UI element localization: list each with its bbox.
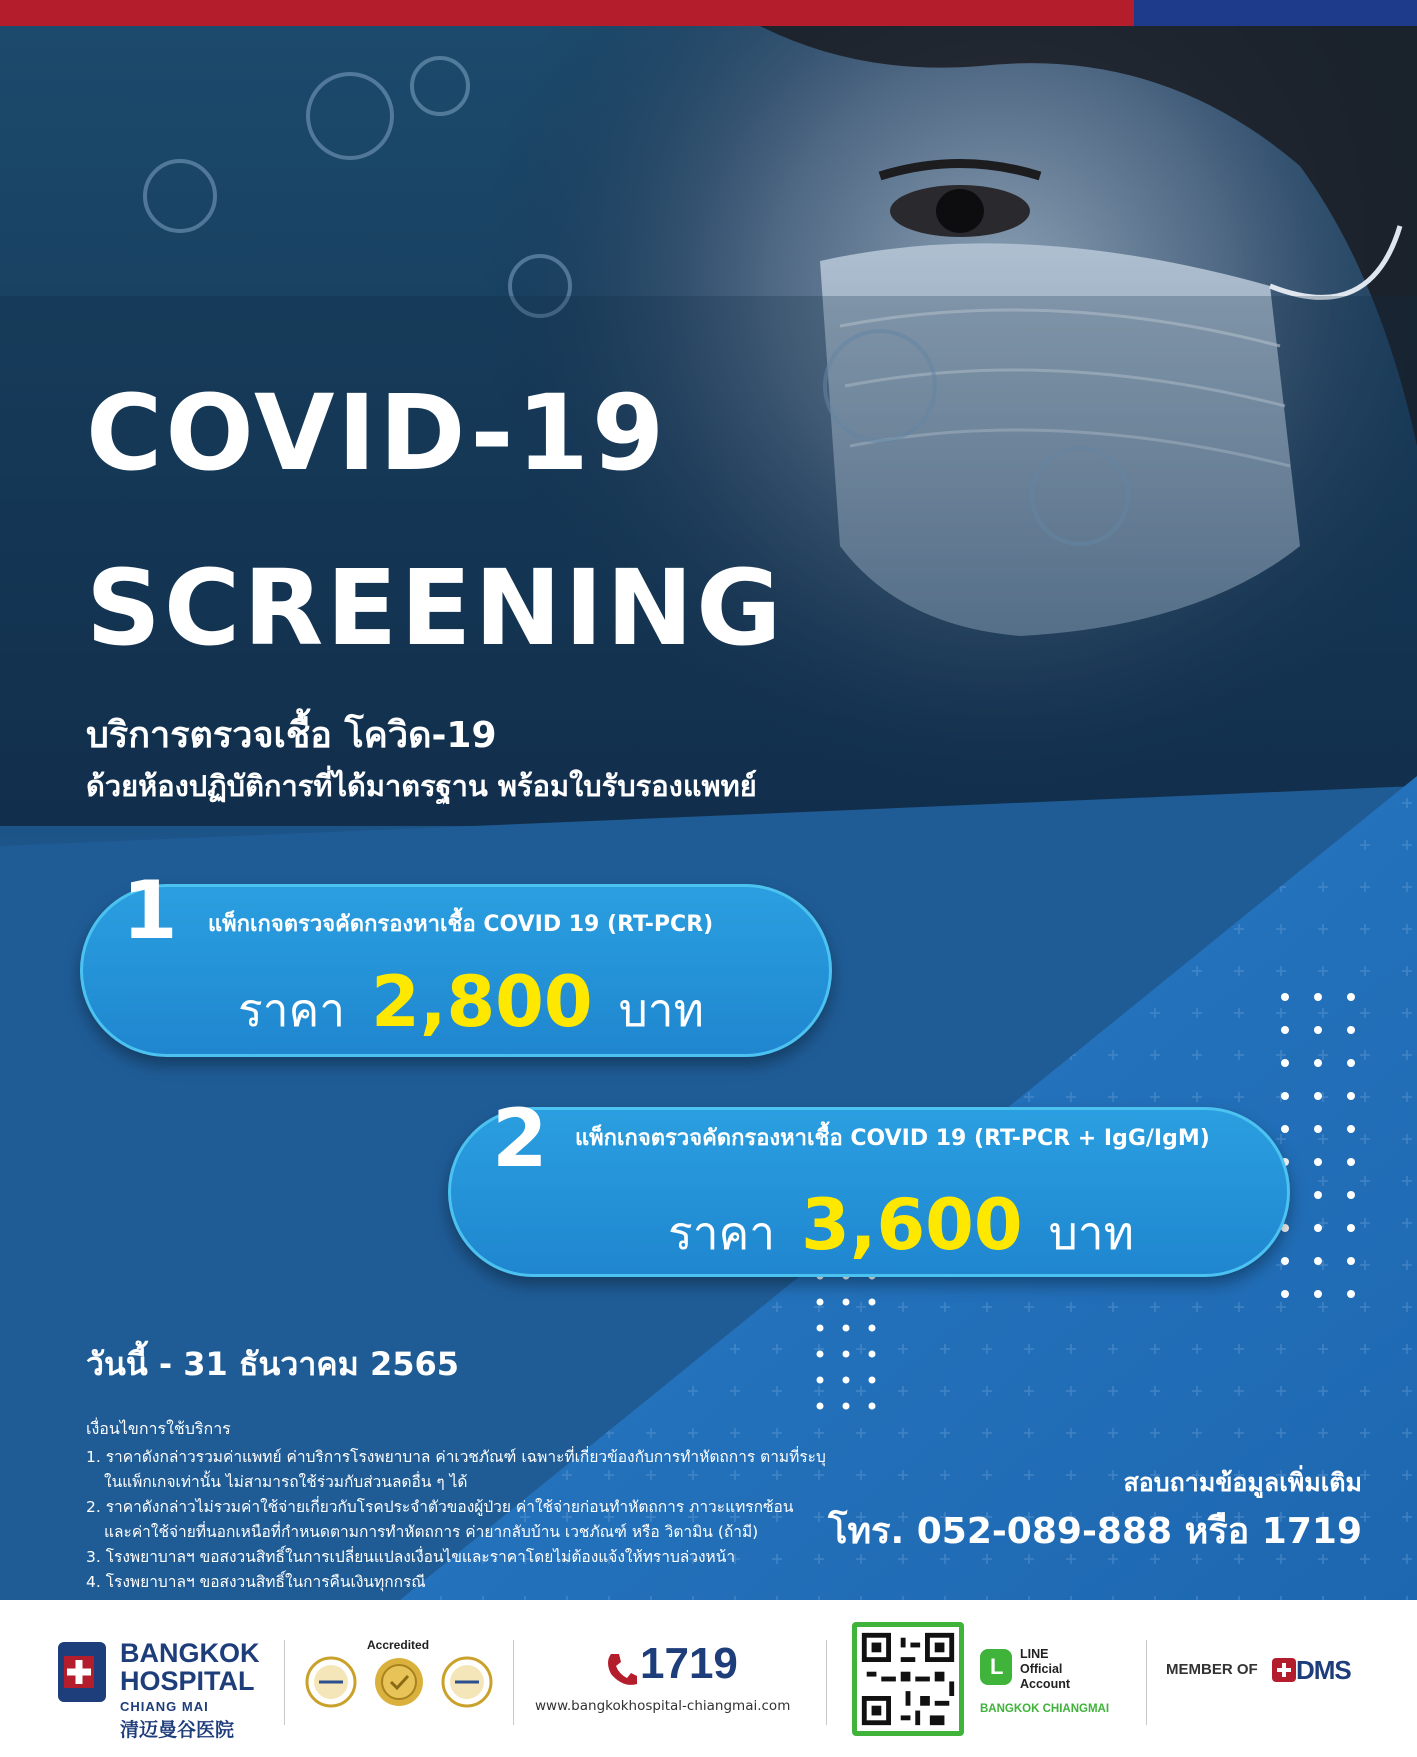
phone-icon [603,1650,639,1690]
hospital-city: CHIANG MAI [120,1699,209,1714]
contact-label: สอบถามข้อมูลเพิ่มเติม [1123,1468,1362,1497]
conditions-heading: เงื่อนไขการใช้บริการ [86,1419,231,1438]
condition-item: 2. ราคาดังกล่าวไม่รวมค่าใช้จ่ายเกี่ยวกับโรคประจำตัวของผู้ป่วย ค่าใช้จ่ายก่อนทำหัตถการ ภาวะแทรกซ้อน และค่าใช้จ่ายที่นอกเหนือที่กำหนดตามการทำหัตถการ ค่ายากลับบ้าน เวชภัณฑ์ หรือ วิตามิน (ถ้ามี) [86,1498,794,1541]
footer-divider [1146,1640,1147,1725]
package-2-number: 2 [492,1092,548,1185]
package-1-price [238,961,704,1047]
headline-line-1: COVID-19 [86,372,668,494]
member-of-label: MEMBER OF [1166,1661,1258,1678]
validity-date: วันนี้ - 31 ธันวาคม 2565 [86,1345,459,1383]
condition-item: 3. โรงพยาบาลฯ ขอสงวนสิทธิ์ในการเปลี่ยนแปลงเงื่อนไขและราคาโดยไม่ต้องแจ้งให้ทราบล่วงหน้า [86,1548,736,1566]
jci-seal-icon [373,1656,425,1708]
price-prefix: ราคา [238,983,346,1037]
bdms-cross-icon [1272,1658,1296,1682]
line-text-3: Account [1020,1677,1070,1691]
price-unit: บาท [618,983,704,1037]
bangkok-hospital-logo-icon [58,1642,106,1702]
subheading-line-1: บริการตรวจเชื้อ โควิด-19 [86,715,497,756]
price-unit: บาท [1048,1206,1134,1260]
price-prefix: ราคา [668,1206,776,1260]
price-value: 2,800 [371,961,593,1043]
accreditation-badge-icon [305,1656,357,1708]
line-official-account [1020,1647,1070,1692]
website-link[interactable]: www.bangkokhospital-chiangmai.com [535,1698,791,1714]
hospital-name-line-1: BANGKOK [120,1638,260,1668]
package-2-price [668,1184,1134,1270]
line-app-icon-letter: L [990,1654,1004,1679]
package-1-title: แพ็กเกจตรวจคัดกรองหาเชื้อ COVID 19 (RT-PCR) [208,912,714,937]
bdms-logo: DMS [1296,1655,1351,1685]
contact-phone[interactable]: โทร. 052-089-888 หรือ 1719 [828,1511,1362,1552]
footer-divider [826,1640,827,1725]
footer-divider [513,1640,514,1725]
poster [0,26,1417,1600]
condition-item: 4. โรงพยาบาลฯ ขอสงวนสิทธิ์ในการคืนเงินทุกกรณี [86,1573,426,1591]
footer [0,1600,1417,1757]
package-2-title: แพ็กเกจตรวจคัดกรองหาเชื้อ COVID 19 (RT-PCR + IgG/IgM) [575,1126,1210,1151]
hospital-chinese-name: 清迈曼谷医院 [120,1719,235,1741]
headline-line-2: SCREENING [86,547,785,669]
line-text-1: LINE [1020,1647,1049,1661]
condition-item: 1. ราคาดังกล่าวรวมค่าแพทย์ ค่าบริการโรงพยาบาล ค่าเวชภัณฑ์ เฉพาะที่เกี่ยวข้องกับการทำหัตถการ ตามที่ระบุในแพ็กเกจเท่านั้น ไม่สามารถใช้ร่วมกับส่วนลดอื่น ๆ ได้ [86,1448,826,1491]
hospital-name-line-2: HOSPITAL [120,1666,255,1696]
qr-code-icon [857,1627,959,1731]
price-value: 3,600 [801,1184,1023,1266]
package-1-number: 1 [122,864,178,957]
line-qr-code[interactable] [852,1622,964,1736]
accreditation-badge-icon [441,1656,493,1708]
top-accent-bar-blue [1134,0,1417,26]
hotline-number[interactable]: 1719 [640,1639,738,1688]
line-text-2: Official [1020,1662,1063,1676]
line-account-name: BANGKOK CHIANGMAI [980,1703,1110,1715]
footer-divider [284,1640,285,1725]
conditions-list [86,1445,826,1595]
subheading-line-2: ด้วยห้องปฏิบัติการที่ได้มาตรฐาน พร้อมใบรับรองแพทย์ [86,769,757,803]
accredited-label: Accredited [367,1638,430,1652]
